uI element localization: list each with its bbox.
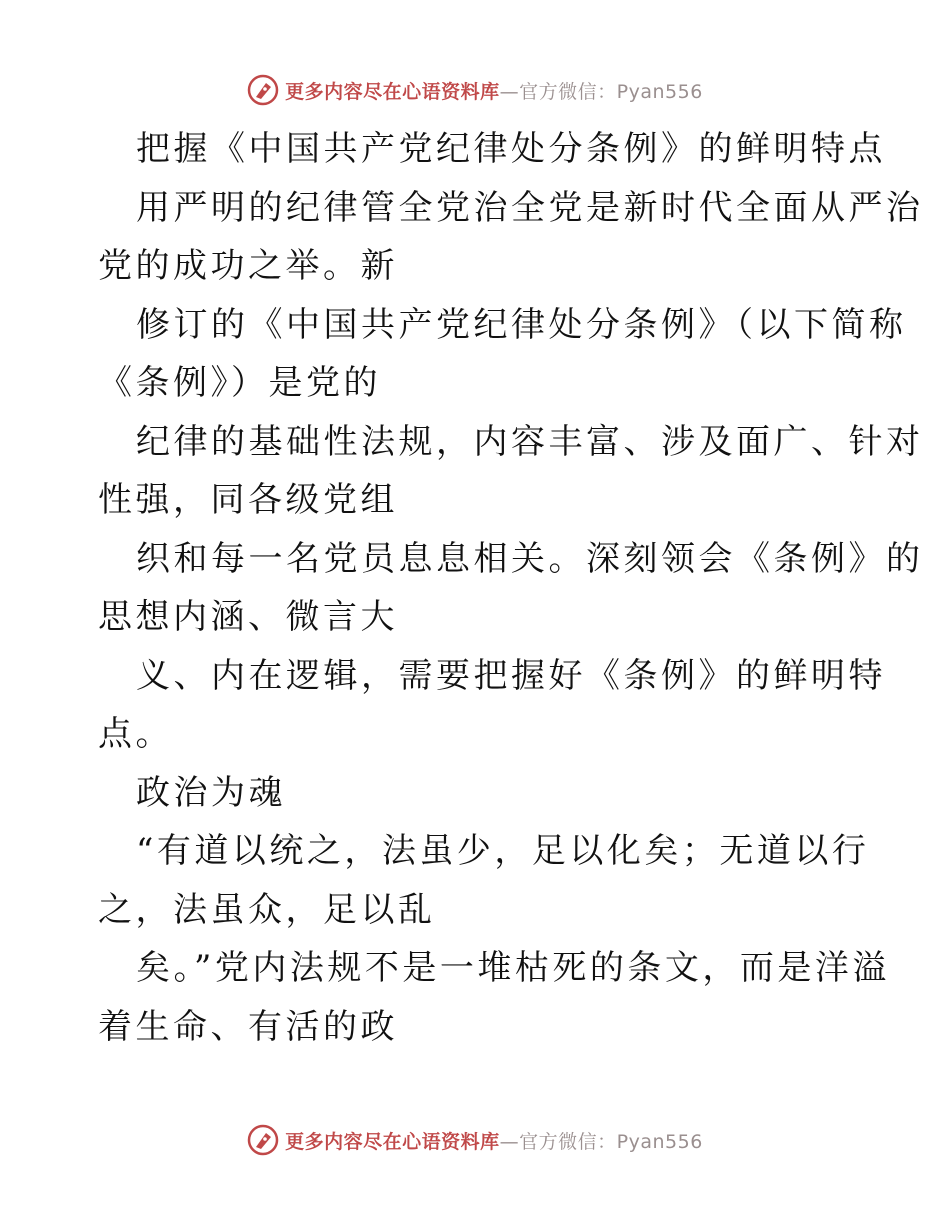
text-line: 性强，同各级党组 — [98, 480, 398, 520]
text-line: “有道以统之，法虽少，足以化矣；无道以行 — [136, 831, 870, 871]
text-line: 织和每一名党员息息相关。深刻领会《条例》的 — [136, 538, 924, 579]
text-line: 修订的《中国共产党纪律处分条例》（以下简称 — [136, 304, 907, 345]
document-text — [98, 120, 924, 1056]
header-banner-text — [285, 77, 703, 104]
text-line: 义、内在逻辑，需要把握好《条例》的鲜明特 — [136, 655, 886, 696]
pen-nib-logo-icon — [247, 74, 279, 106]
text-line: 着生命、有活的政 — [98, 1006, 398, 1047]
text-line: 矣。”党内法规不是一堆枯死的条文，而是洋溢 — [136, 948, 890, 988]
text-line: 思想内涵、微言大 — [98, 597, 398, 637]
text-line: 点。 — [98, 714, 173, 754]
text-line: 《条例》）是党的 — [98, 363, 381, 403]
header-banner — [0, 70, 950, 110]
text-line: 党的成功之举。新 — [98, 246, 398, 286]
document-body — [98, 120, 924, 1056]
section-heading: 政治为魂 — [136, 772, 286, 813]
footer-banner-text — [285, 1127, 703, 1154]
footer-brand-text: 更多内容尽在心语资料库 — [285, 1130, 500, 1153]
footer-wechat-text: —官方微信：Pyan556 — [499, 1130, 703, 1153]
footer-banner — [0, 1120, 950, 1160]
pen-nib-logo-icon — [247, 1124, 279, 1156]
text-line: 用严明的纪律管全党治全党是新时代全面从严治 — [136, 187, 924, 228]
text-line: 之，法虽众，足以乱 — [98, 889, 436, 930]
header-wechat-text: —官方微信：Pyan556 — [499, 80, 703, 103]
text-line: 纪律的基础性法规，内容丰富、涉及面广、针对 — [136, 421, 924, 462]
document-title: 把握《中国共产党纪律处分条例》的鲜明特点 — [136, 129, 886, 169]
header-brand-text: 更多内容尽在心语资料库 — [285, 80, 500, 103]
